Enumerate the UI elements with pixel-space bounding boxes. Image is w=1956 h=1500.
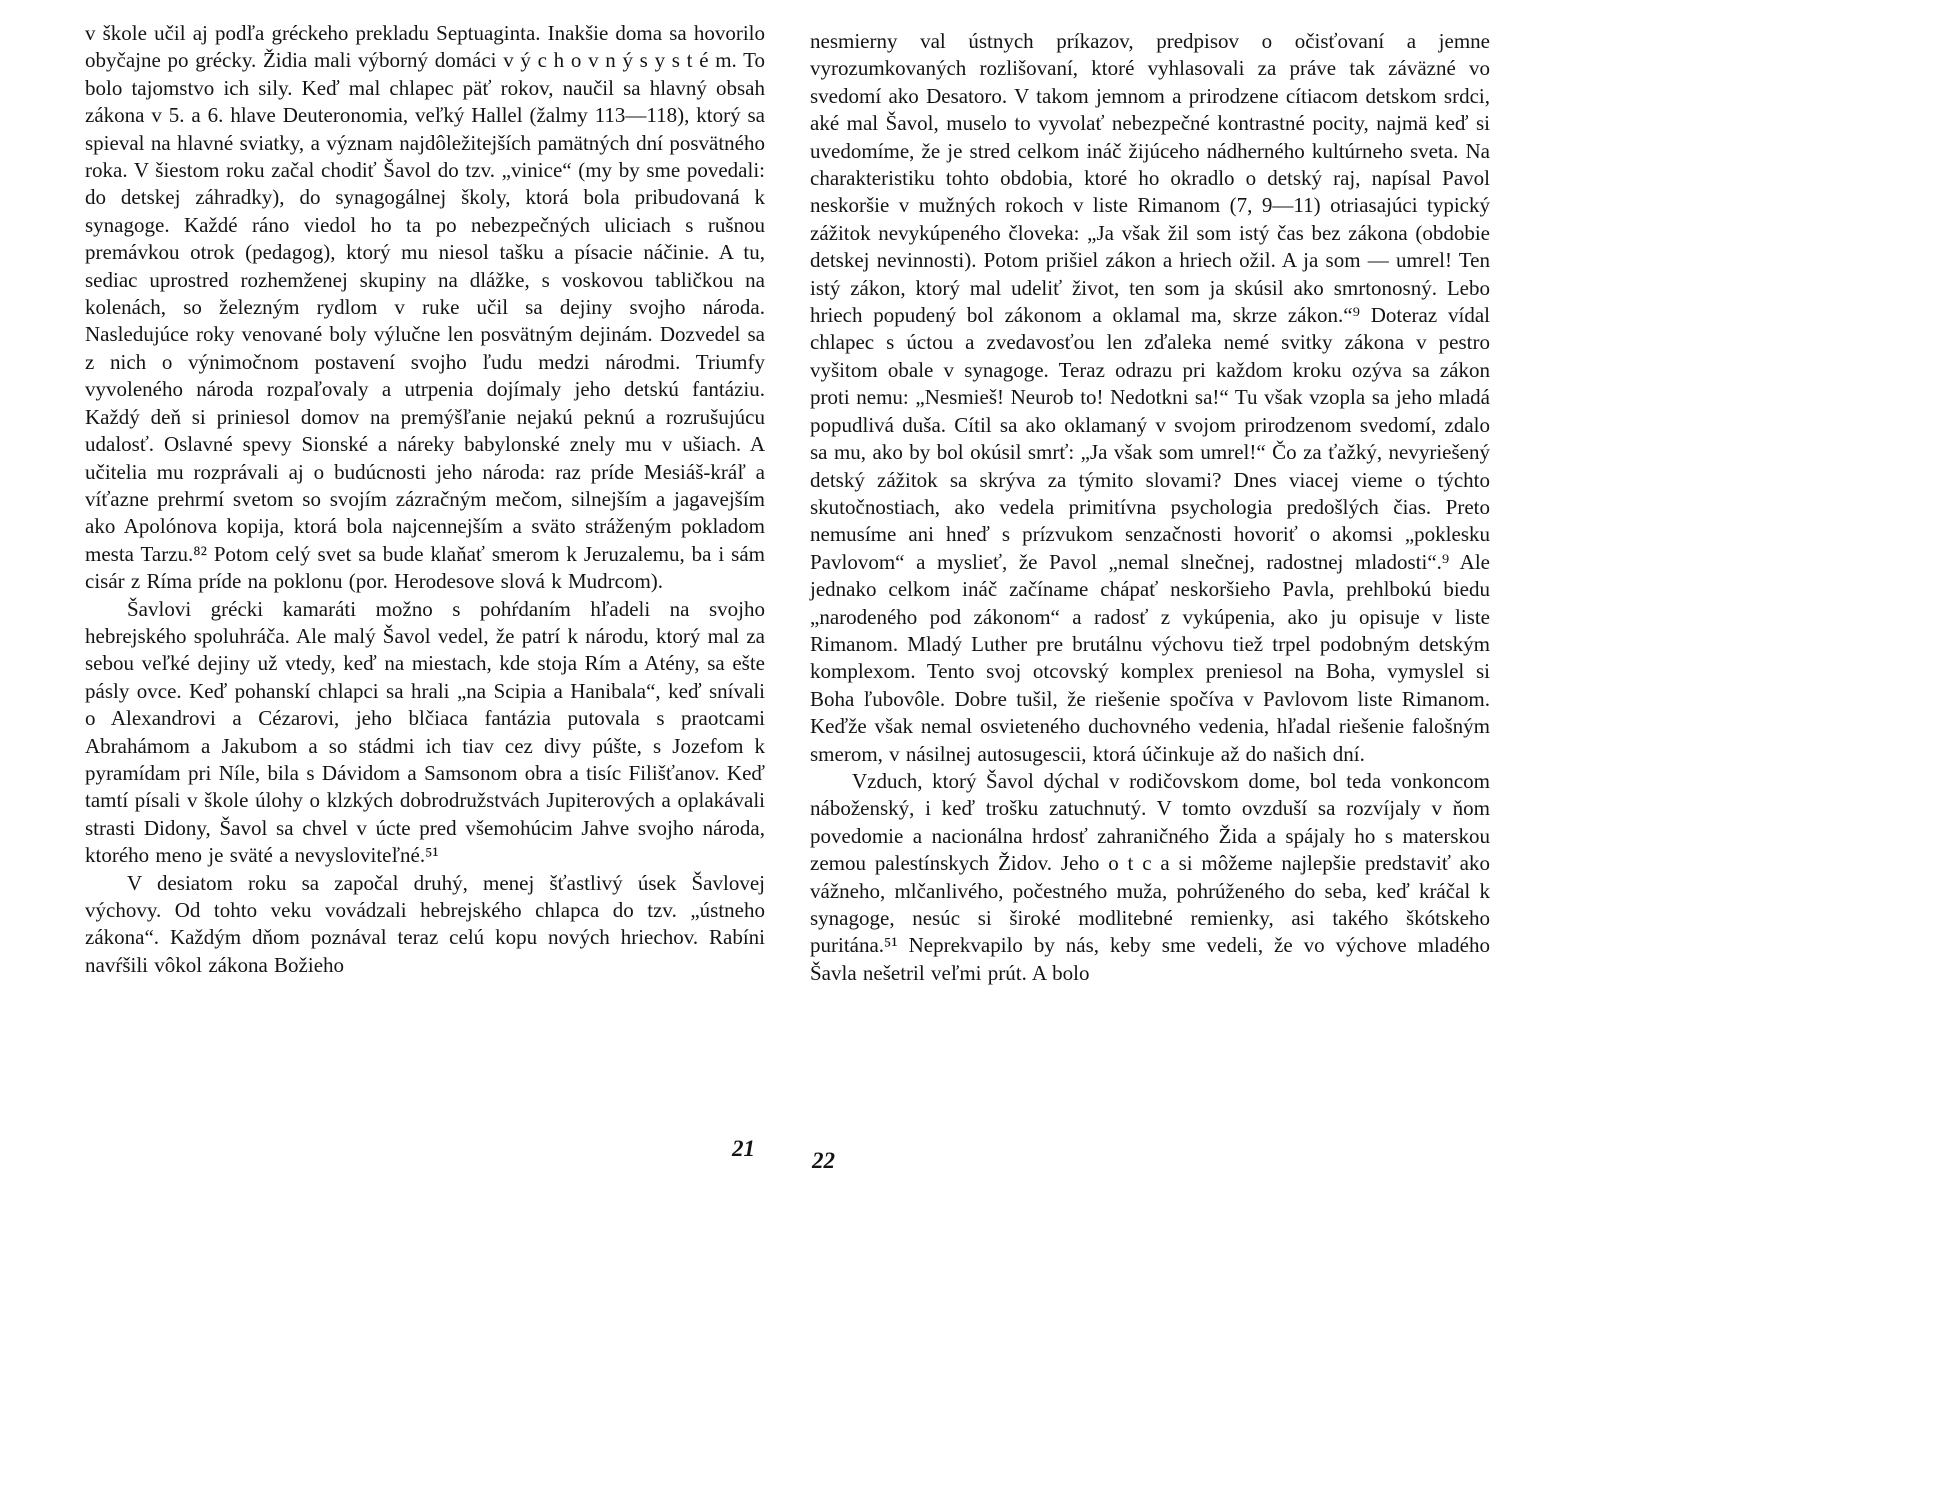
paragraph-continuation: v škole učil aj podľa gréckeho prekladu Septuaginta. Inakšie doma sa hovorilo obyčajne po grécky. Židia mali výborný domáci v ý c h o v n ý s y s t é m. To bolo tajomstvo ich sily. Keď mal chlapec päť rokov, naučil sa hlavný obsah zákona v 5. a 6. hlave Deuteronomia, veľký Hallel (žalmy 113—118), ktorý sa spieval na hlavné sviatky, a význam najdôležitejších pamätných dní posvätného roka. V šiestom roku začal chodiť Šavol do tzv. „vinice“ (my by sme povedali: do detskej záhradky), do synagogálnej školy, ktorá bola pribudovaná k synagoge. Každé ráno viedol ho ta po nebezpečných uliciach s rušnou premávkou otrok (pedagog), ktorý mu niesol tašku a písacie náčinie. A tu, sediac uprostred rozhemženej skupiny na dlážke, s voskovou tabličkou na kolenách, so železným rydlom v ruke učil sa dejiny svojho národa. Nasledujúce roky venované boly výlučne len posvätným dejinám. Dozvedel sa z nich o výnimočnom postavení svojho ľudu medzi národmi. Triumfy vyvoleného národa rozpaľovaly a utrpenia dojímaly jeho detskú fantáziu. Každý deň si priniesol domov na premýšľanie nejakú peknú a rozrušujúcu udalosť. Oslavné spevy Sionské a náreky babylonské znely mu v ušiach. A učitelia mu rozprávali aj o budúcnosti jeho národa: raz príde Mesiáš-kráľ a víťazne prehrmí svetom so svojím zázračným mečom, silnejším a jagavejším ako Apolónova kopija, ktorá bola najcennejším a sväto stráženým pokladom mesta Tarzu.⁸² Potom celý svet sa bude klaňať smerom k Jeruzalemu, ba i sám cisár z Ríma príde na poklonu (por. Herodesove slová k Mudrcom).	[85, 21, 765, 594]
paragraph-continuation: nesmierny val ústnych príkazov, predpisov o očisťovaní a jemne vyrozumkovaných rozlišovaní, ktoré vyhlasovali za práve tak záväzné vo svedomí ako Desatoro. V takom jemnom a prirodzene cítiacom detskom srdci, aké mal Šavol, muselo to vyvolať nebezpečné kontrastné pocity, najmä keď si uvedomíme, že je stred celkom ináč žijúceho nádherného kultúrneho sveta. Na charakteristiku tohto obdobia, ktoré ho okradlo o detský raj, napísal Pavol neskoršie v mužných rokoch v liste Rimanom (7, 9—11) otriasajúci typický zážitok nevykúpeného človeka: „Ja však žil som istý čas bez zákona (obdobie detskej nevinnosti). Potom prišiel zákon a hriech ožil. A ja som — umrel! Ten istý zákon, ktorý mal udeliť život, ten som ja skúsil ako smrtonosný. Lebo hriech popudený bol zákonom a oklamal ma, skrze zákon.“⁹ Doteraz vídal chlapec s úctou a zvedavosťou len zďaleka nemé svitky zákona v pestro vyšitom obale v synagoge. Teraz odrazu pri každom kroku ozýva sa zákon proti nemu: „Nesmieš! Neurob to! Nedotkni sa!“ Tu však vzopla sa jeho mladá popudlivá duša. Cítil sa ako oklamaný v svojom prirodzenom svedomí, zdalo sa mu, ako by bol okúsil smrť: „Ja však som umrel!“ Čo za ťažký, nevyriešený detský zážitok sa skrýva za týmito slovami? Dnes viacej vieme o týchto skutočnostiach, ako vedela primitívna psychologia predošlých čias. Preto nemusíme ani hneď s prízvukom senzačnosti hovoriť o akomsi „poklesku Pavlovom“ a myslieť, že Pavol „nemal slnečnej, radostnej mladosti“.⁹ Ale jednako celkom ináč začíname chápať neskoršieho Pavla, prehlbokú biedu „narodeného pod zákonom“ a radosť z vykúpenia, ako ju opisuje v liste Rimanom. Mladý Luther pre brutálnu výchovu tiež trpel podobným detským komplexom. Tento svoj otcovský komplex preniesol na Boha, vymyslel si Boha ľubovôle. Dobre tušil, že riešenie spočíva v Pavlovom liste Rimanom. Keďže však nemal osvieteného duchovného vedenia, hľadal riešenie falošným smerom, v násilnej autosugescii, ktorá účinkuje až do našich dní.	[810, 29, 1490, 766]
page-number-right: 22	[812, 1148, 835, 1173]
page-number-left: 21	[732, 1136, 755, 1161]
page-21-text-column	[85, 20, 765, 979]
page-22-text-column	[810, 28, 1490, 987]
paragraph: Vzduch, ktorý Šavol dýchal v rodičovskom dome, bol teda vonkoncom náboženský, i keď trošku zatuchnutý. V tomto ovzduší sa rozvíjaly v ňom povedomie a nacionálna hrdosť zahraničného Žida a spájaly ho s materskou zemou palestínskych Židov. Jeho o t c a si môžeme najlepšie predstaviť ako vážneho, mlčanlivého, počestného muža, pohrúženého do seba, keď kráčal k synagoge, nesúc si široké modlitebné remienky, asi takého škótskeho puritána.⁵¹ Neprekvapilo by nás, keby sme vedeli, že vo výchove mladého Šavla nešetril veľmi prút. A bolo	[810, 768, 1490, 985]
paragraph: V desiatom roku sa započal druhý, menej šťastlivý úsek Šavlovej výchovy. Od tohto veku vovádzali hebrejského chlapca do tzv. „ústneho zákona“. Každým dňom poznával teraz celú kopu nových hriechov. Rabíni navŕšili vôkol zákona Božieho	[85, 870, 765, 977]
paragraph: Šavlovi grécki kamaráti možno s pohŕdaním hľadeli na svojho hebrejského spoluhráča. Ale malý Šavol vedel, že patrí k národu, ktorý mal za sebou veľké dejiny už vtedy, keď na miestach, kde stoja Rím a Atény, sa ešte pásly ovce. Keď pohanskí chlapci sa hrali „na Scipia a Hanibala“, keď snívali o Alexandrovi a Cézarovi, jeho blčiaca fantázia putovala s praotcami Abrahámom a Jakubom a so stádmi ich tiav cez divy púšte, s Jozefom k pyramídam pri Níle, bila s Dávidom a Samsonom obra a tisíc Filišťanov. Keď tamtí písali v škole úlohy o klzkých dobrodružstvách Jupiterových a oplakávali strasti Didony, Šavol sa chvel v úcte pred všemohúcim Jahve svojho národa, ktorého meno je sväté a nevysloviteľné.⁵¹	[85, 596, 765, 868]
